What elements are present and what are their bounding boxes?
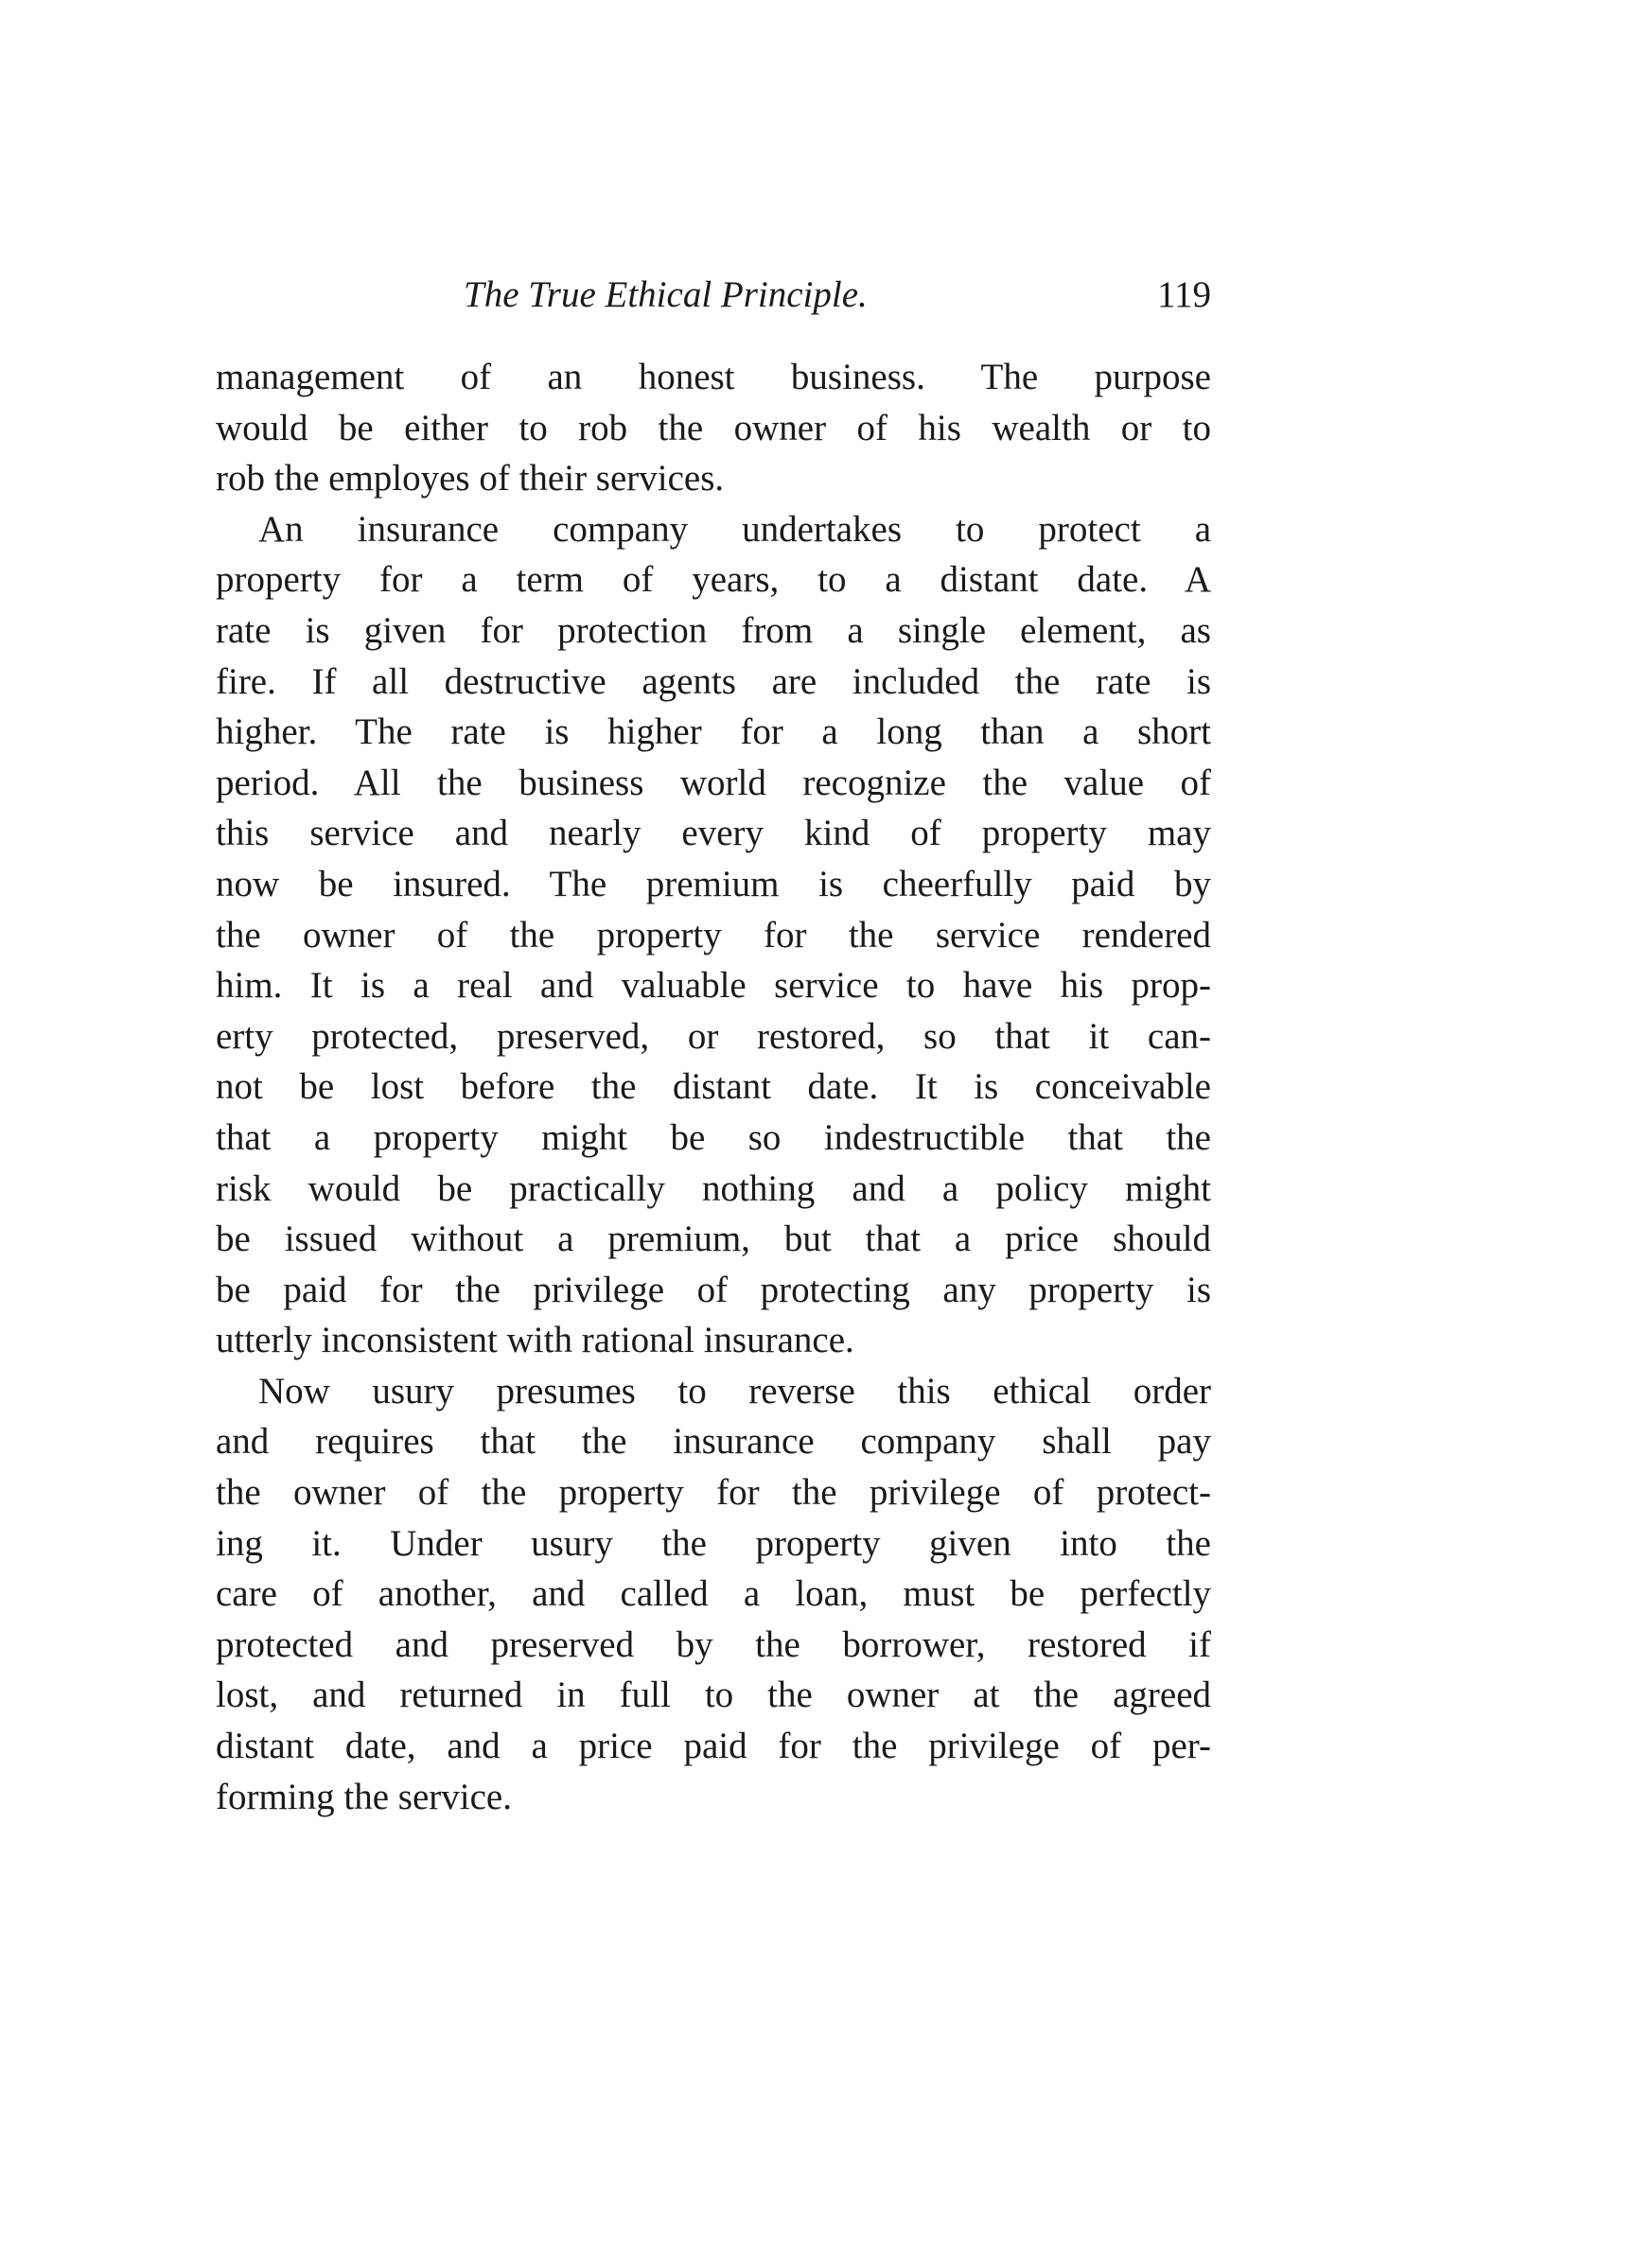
running-head [216,267,1211,324]
text-line: the owner of the property for the service rendered [216,914,1211,956]
text-line: this service and nearly every kind of property may [216,813,1211,854]
body-text [216,352,1211,1822]
text-line: care of another, and called a loan, must be perfectly [216,1573,1211,1615]
text-line: period. All the business world recognize the value of [216,762,1211,803]
text-line: forming the service. [216,1776,512,1817]
text-line: him. It is a real and valuable service to have his prop- [216,965,1211,1007]
text-line: fire. If all destructive agents are included the rate is [216,660,1211,702]
page-number: 119 [1156,274,1211,315]
text-line: protected and preserved by the borrower, restored if [216,1623,1211,1665]
text-line: Now usury presumes to reverse this ethical order [258,1370,1211,1412]
text-line: would be either to rob the owner of his wealth or to [216,407,1211,448]
text-line: not be lost before the distant date. It is conceivable [216,1066,1211,1108]
text-line: rate is given for protection from a single element, as [216,609,1211,651]
text-line: be issued without a premium, but that a price should [216,1219,1211,1260]
paragraph-1 [216,352,1211,504]
text-line: property for a term of years, to a distant date. A [216,559,1211,601]
text-line: An insurance company undertakes to protect a [258,508,1211,550]
text-line: rob the employes of their services. [216,458,725,500]
text-line: lost, and returned in full to the owner at the agreed [216,1675,1211,1716]
paragraph-3 [216,1366,1211,1822]
text-line: and requires that the insurance company shall pay [216,1421,1211,1463]
paragraph-2 [216,504,1211,1366]
text-line: now be insured. The premium is cheerfully paid by [216,863,1211,904]
text-line: higher. The rate is higher for a long than a short [216,711,1211,753]
text-line: be paid for the privilege of protecting any property is [216,1269,1211,1310]
text-line: management of an honest business. The purpose [216,357,1211,397]
running-title: The True Ethical Principle. [464,274,868,315]
text-line: utterly inconsistent with rational insurance. [216,1320,854,1361]
text-line: distant date, and a price paid for the privilege of per- [216,1726,1211,1767]
text-line: risk would be practically nothing and a policy might [216,1167,1211,1209]
text-line: that a property might be so indestructible that the [216,1116,1211,1158]
text-line: the owner of the property for the privilege of protect- [216,1472,1211,1514]
text-line: erty protected, preserved, or restored, so that it can- [216,1015,1211,1057]
text-line: ing it. Under usury the property given into the [216,1522,1211,1564]
